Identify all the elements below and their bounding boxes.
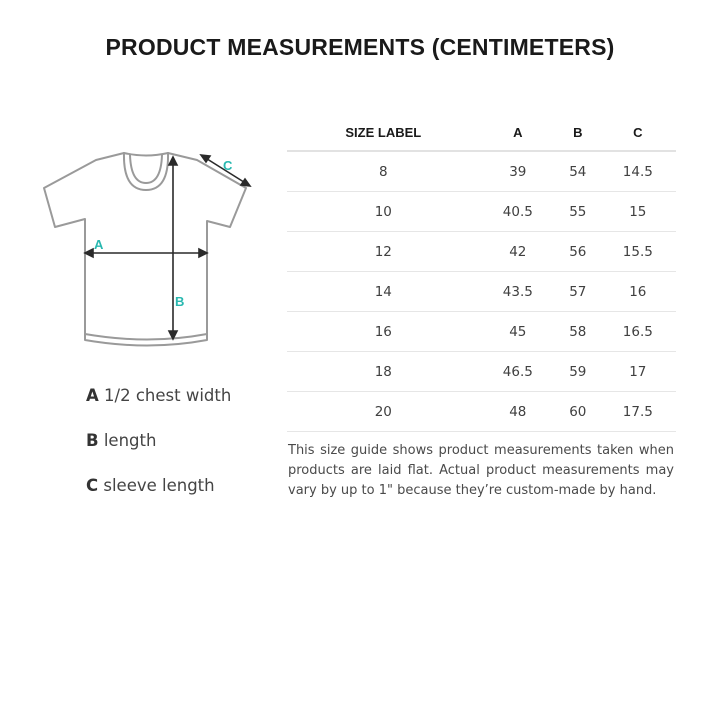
- legend-key: A: [86, 386, 99, 405]
- cell-c: 17.5: [600, 392, 676, 432]
- cell-c: 14.5: [600, 151, 676, 192]
- table-row: [287, 352, 676, 392]
- legend-text: length: [103, 431, 157, 450]
- cell-size: 18: [287, 352, 480, 392]
- cell-size: 16: [287, 312, 480, 352]
- header-c: C: [600, 114, 676, 151]
- legend-key: C: [86, 476, 99, 495]
- cell-b: 57: [556, 272, 600, 312]
- cell-a: 46.5: [480, 352, 556, 392]
- cell-c: 16.5: [600, 312, 676, 352]
- shirt-outline: [44, 153, 246, 346]
- tshirt-diagram: [38, 145, 258, 360]
- legend-text: 1/2 chest width: [104, 386, 232, 405]
- header-a: A: [480, 114, 556, 151]
- legend-text: sleeve length: [103, 476, 215, 495]
- cell-size: 12: [287, 232, 480, 272]
- cell-b: 59: [556, 352, 600, 392]
- cell-size: 8: [287, 151, 480, 192]
- label-b: B: [175, 294, 185, 309]
- label-c: C: [223, 158, 233, 173]
- table-row: [287, 192, 676, 232]
- cell-c: 15.5: [600, 232, 676, 272]
- cell-size: 14: [287, 272, 480, 312]
- page-title: PRODUCT MEASUREMENTS (CENTIMETERS): [105, 34, 615, 60]
- legend-key: B: [86, 431, 99, 450]
- cell-size: 20: [287, 392, 480, 432]
- cell-a: 48: [480, 392, 556, 432]
- cell-a: 45: [480, 312, 556, 352]
- legend-item-c: [86, 476, 231, 521]
- label-a: A: [94, 237, 104, 252]
- table-row: [287, 151, 676, 192]
- cell-a: 42: [480, 232, 556, 272]
- legend-item-a: [86, 386, 231, 431]
- size-table: [287, 114, 676, 432]
- measurement-legend: [86, 386, 231, 521]
- cell-c: 17: [600, 352, 676, 392]
- cell-a: 43.5: [480, 272, 556, 312]
- cell-size: 10: [287, 192, 480, 232]
- table-header-row: [287, 114, 676, 151]
- header-size-label: SIZE LABEL: [287, 114, 480, 151]
- table-row: [287, 392, 676, 432]
- cell-b: 60: [556, 392, 600, 432]
- shirt-collar-inner: [130, 155, 162, 183]
- legend-item-b: [86, 431, 231, 476]
- cell-b: 54: [556, 151, 600, 192]
- table-row: [287, 312, 676, 352]
- cell-a: 39: [480, 151, 556, 192]
- cell-b: 55: [556, 192, 600, 232]
- header-b: B: [556, 114, 600, 151]
- cell-a: 40.5: [480, 192, 556, 232]
- table-row: [287, 272, 676, 312]
- cell-c: 15: [600, 192, 676, 232]
- cell-b: 58: [556, 312, 600, 352]
- size-guide-note: This size guide shows product measurements taken when products are laid flat. Actual product measurements may vary by up to 1" because they’re custom-made by hand.: [288, 443, 674, 498]
- cell-b: 56: [556, 232, 600, 272]
- table-row: [287, 232, 676, 272]
- cell-c: 16: [600, 272, 676, 312]
